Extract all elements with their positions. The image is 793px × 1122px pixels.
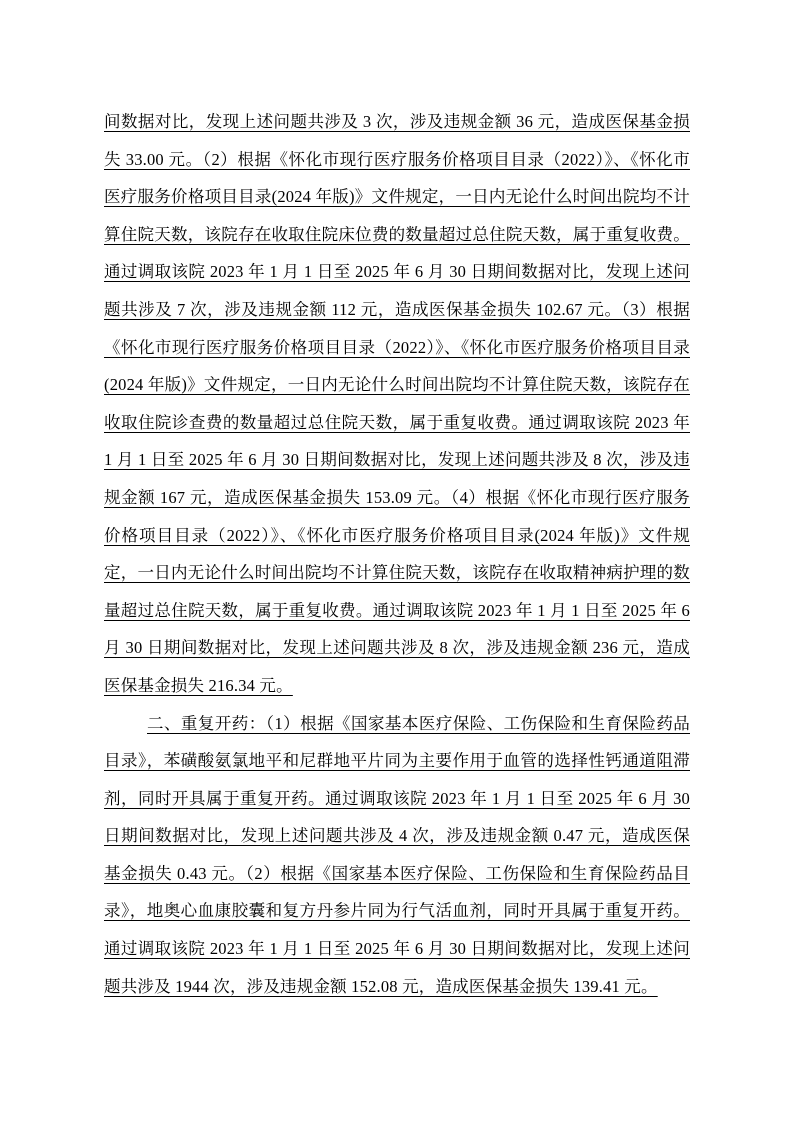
paragraph-duplicate-prescribing: 二、重复开药：（1）根据《国家基本医疗保险、工伤保险和生育保险药品目录》，苯磺酸氨氯地平和尼群地平片同为主要作用于血管的选择性钙通道阻滞剂，同时开具属于重复开药。通过调取该院 2023 年 1 月 1 日至 2025 年 6 月 30 日期间数据对比，发现上述问题共涉及 4 次，涉及违规金额 0.47 元，造成医保基金损失 0.43 元。（2）根据《国家基本医疗保险、工伤保险和生育保险药品目录》，地奥心血康胶囊和复方丹参片同为行气活血剂，同时开具属于重复开药。通过调取该院 2023 年 1 月 1 日至 2025 年 6 月 30 日期间数据对比，发现上述问题共涉及 1944 次，涉及违规金额 152.08 元，造成医保基金损失 139.41 元。 (104, 713, 690, 996)
paragraph-repeated-charging-continuation: 间数据对比，发现上述问题共涉及 3 次，涉及违规金额 36 元，造成医保基金损失 33.00 元。（2）根据《怀化市现行医疗服务价格项目目录（2022）》、《怀化市医疗服务价格项目目录(2024 年版)》文件规定，一日内无论什么时间出院均不计算住院天数，该院存在收取住院床位费的数量超过总住院天数，属于重复收费。通过调取该院 2023 年 1 月 1 日至 2025 年 6 月 30 日期间数据对比，发现上述问题共涉及 7 次，涉及违规金额 112 元，造成医保基金损失 102.67 元。（3）根据《怀化市现行医疗服务价格项目目录（2022）》、《怀化市医疗服务价格项目目录(2024 年版)》文件规定，一日内无论什么时间出院均不计算住院天数，该院存在收取住院诊查费的数量超过总住院天数，属于重复收费。通过调取该院 2023 年 1 月 1 日至 2025 年 6 月 30 日期间数据对比，发现上述问题共涉及 8 次，涉及违规金额 167 元，造成医保基金损失 153.09 元。（4）根据《怀化市现行医疗服务价格项目目录（2022）》、《怀化市医疗服务价格项目目录(2024 年版)》文件规定，一日内无论什么时间出院均不计算住院天数，该院存在收取精神病护理的数量超过总住院天数，属于重复收费。通过调取该院 2023 年 1 月 1 日至 2025 年 6 月 30 日期间数据对比，发现上述问题共涉及 8 次，涉及违规金额 236 元，造成医保基金损失 216.34 元。 (104, 112, 690, 695)
document-text-block (104, 103, 690, 1005)
